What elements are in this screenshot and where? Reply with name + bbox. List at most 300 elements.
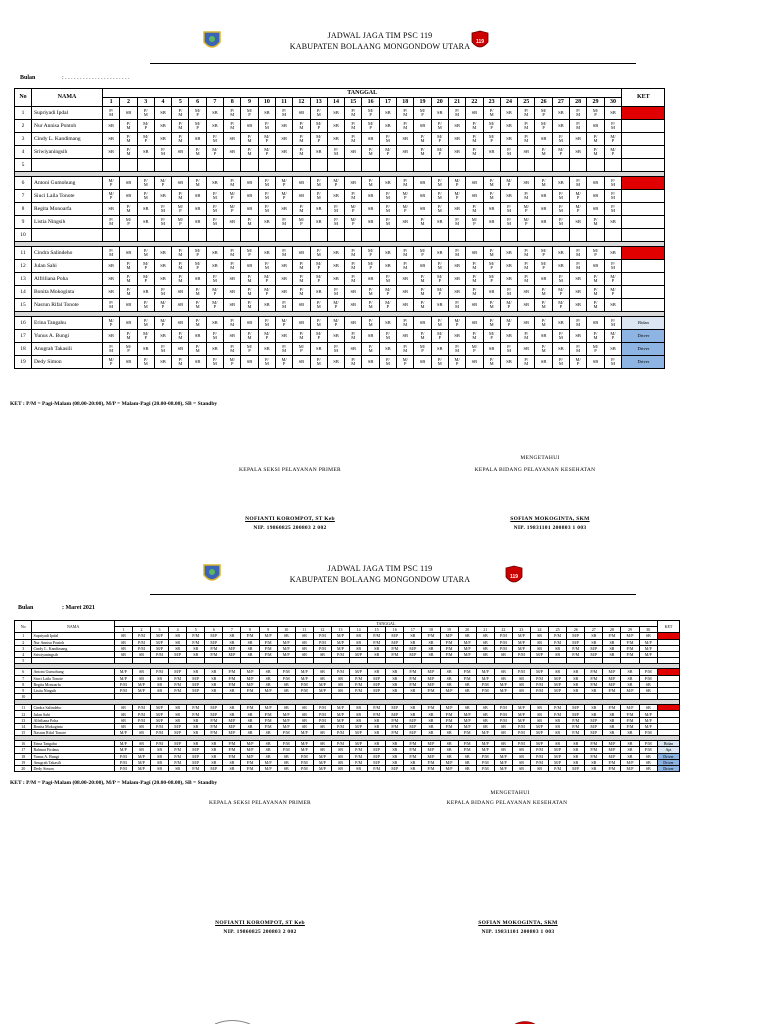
- shift-cell: P/M: [295, 681, 313, 687]
- shift-cell: M/P: [639, 645, 657, 651]
- day-number: 13: [331, 627, 349, 633]
- shift-cell: P/M: [259, 651, 277, 657]
- shift-cell: M/P: [187, 759, 205, 765]
- shift-cell: SB: [295, 705, 313, 711]
- shift-cell: SB: [103, 133, 120, 146]
- shift-cell: P/M: [277, 669, 295, 675]
- shift-cell: SB: [567, 759, 585, 765]
- row-name: Yunus A. Bungi: [32, 753, 114, 759]
- shift-cell: SB: [397, 133, 414, 146]
- shift-cell: SB: [585, 633, 603, 639]
- shift-cell: SB: [386, 687, 404, 693]
- shift-cell: M/P: [241, 753, 259, 759]
- shift-cell: P/ M: [362, 343, 379, 356]
- row-name: Cindra Salindeho: [32, 705, 114, 711]
- row-ket: Leader: [657, 633, 679, 639]
- sign-right-nip: NIP. 19831101 200803 1 003: [513, 525, 587, 531]
- shift-cell: P/ M: [570, 107, 587, 120]
- shift-cell: P/ M: [327, 203, 344, 216]
- shift-cell: M/P: [404, 645, 422, 651]
- shift-cell: M/P: [259, 705, 277, 711]
- shift-cell: M/P: [259, 687, 277, 693]
- shift-cell: M/P: [639, 717, 657, 723]
- shift-cell: SB: [458, 633, 476, 639]
- shift-cell: M/P: [530, 723, 548, 729]
- shift-cell: SB: [483, 203, 500, 216]
- shift-cell: SB: [114, 633, 132, 639]
- shift-cell: M/ P: [189, 260, 206, 273]
- shift-cell: SB: [350, 717, 368, 723]
- shift-cell: P/M: [386, 730, 404, 736]
- shift-cell: P/M: [585, 675, 603, 681]
- row-number: 20: [15, 765, 32, 771]
- shift-cell: P/M: [331, 741, 349, 747]
- shift-cell: P/ M: [310, 356, 327, 369]
- shift-cell: SB: [206, 177, 223, 190]
- shift-cell: M/P: [277, 651, 295, 657]
- shift-cell: M/P: [295, 669, 313, 675]
- shift-cell: SB: [414, 260, 431, 273]
- shift-cell: P/M: [585, 681, 603, 687]
- shift-cell: SB: [621, 747, 639, 753]
- shift-cell: M/ P: [483, 273, 500, 286]
- shift-cell: P/M: [187, 705, 205, 711]
- row-number: 11: [15, 247, 32, 260]
- shift-cell: P/M: [494, 633, 512, 639]
- shift-cell: SB: [494, 675, 512, 681]
- shift-cell: P/M: [404, 669, 422, 675]
- shift-cell: SB: [466, 177, 483, 190]
- shift-cell: SB: [448, 146, 465, 159]
- shift-cell: M/ P: [241, 343, 258, 356]
- shift-cell: P/ M: [206, 203, 223, 216]
- shift-cell: P/M: [512, 730, 530, 736]
- shift-cell: SB: [293, 177, 310, 190]
- shift-cell: P/ M: [310, 299, 327, 312]
- shift-cell: SB: [379, 177, 396, 190]
- shift-cell: SB: [169, 633, 187, 639]
- shift-cell: P/ M: [137, 177, 154, 190]
- shift-cell: M/P: [585, 717, 603, 723]
- shift-cell: P/ M: [552, 216, 569, 229]
- shift-cell: SB: [440, 747, 458, 753]
- shift-cell: M/P: [151, 717, 169, 723]
- row-number: 13: [15, 273, 32, 286]
- day-number: 16: [362, 98, 379, 107]
- bulan-label: Bulan: [20, 75, 36, 81]
- shift-cell: M/P: [458, 711, 476, 717]
- shift-cell: M/P: [549, 687, 567, 693]
- shift-cell: SB: [187, 723, 205, 729]
- shift-cell: M/P: [331, 633, 349, 639]
- shift-cell: P/ M: [224, 343, 241, 356]
- shift-cell: P/M: [241, 759, 259, 765]
- shift-cell: M/ P: [258, 146, 275, 159]
- bulan-value: : Maret 2021: [62, 605, 95, 611]
- shift-cell: SB: [172, 343, 189, 356]
- shift-cell: SB: [293, 299, 310, 312]
- day-number: 1: [103, 98, 120, 107]
- shift-cell: M/P: [530, 669, 548, 675]
- shift-cell: P/M: [223, 675, 241, 681]
- shift-cell: M/ P: [604, 330, 622, 343]
- shift-cell: M/P: [585, 723, 603, 729]
- shift-cell: P/M: [386, 717, 404, 723]
- shift-cell: M/P: [476, 675, 494, 681]
- shift-cell: SB: [567, 747, 585, 753]
- shift-cell: P/M: [386, 723, 404, 729]
- shift-cell: M/P: [512, 645, 530, 651]
- shift-cell: SB: [331, 681, 349, 687]
- shift-cell: M/P: [277, 711, 295, 717]
- shift-cell: P/ M: [483, 107, 500, 120]
- shift-cell: P/ M: [293, 330, 310, 343]
- row-name: Bonita Mokoginta: [32, 286, 103, 299]
- sign-left-title: KEPALA SEKSI PELAYANAN PRIMER: [239, 467, 341, 473]
- shift-cell: SB: [466, 356, 483, 369]
- shift-cell: P/ M: [604, 190, 622, 203]
- shift-cell: SB: [397, 273, 414, 286]
- shift-cell: M/ P: [414, 247, 431, 260]
- shift-cell: M/P: [386, 705, 404, 711]
- shift-cell: M/ P: [535, 107, 552, 120]
- shift-cell: SB: [414, 120, 431, 133]
- shift-cell: M/P: [350, 723, 368, 729]
- shift-cell: SB: [172, 317, 189, 330]
- shift-cell: M/P: [187, 747, 205, 753]
- shift-cell: M/P: [386, 711, 404, 717]
- shift-cell: M/P: [603, 675, 621, 681]
- shift-cell: SB: [114, 723, 132, 729]
- shift-cell: SB: [189, 216, 206, 229]
- header-ket: KET: [622, 89, 665, 107]
- day-number: 17: [379, 98, 396, 107]
- shift-cell: M/P: [603, 669, 621, 675]
- row-name: Listia Ningsih: [32, 687, 114, 693]
- shift-cell: M/P: [331, 711, 349, 717]
- day-number: 20: [458, 627, 476, 633]
- shift-cell: SB: [362, 133, 379, 146]
- shift-cell: SB: [259, 730, 277, 736]
- shift-cell: SB: [458, 759, 476, 765]
- shift-cell: SB: [422, 651, 440, 657]
- shift-cell: SB: [206, 317, 223, 330]
- shift-cell: SB: [205, 669, 223, 675]
- shift-cell: P/M: [205, 645, 223, 651]
- row-name: Nasrun Rifal Tonote: [32, 299, 103, 312]
- shift-cell: SB: [587, 317, 604, 330]
- shift-cell: P/ M: [241, 330, 258, 343]
- row-ket: Apt: [657, 747, 679, 753]
- shift-cell: P/ M: [172, 260, 189, 273]
- shift-cell: P/ M: [414, 286, 431, 299]
- shift-cell: SB: [448, 286, 465, 299]
- shift-cell: M/P: [476, 730, 494, 736]
- shift-cell: M/P: [169, 741, 187, 747]
- shift-cell: P/ M: [535, 343, 552, 356]
- shift-cell: P/ M: [483, 190, 500, 203]
- shift-cell: M/P: [132, 681, 150, 687]
- day-number: 9: [259, 627, 277, 633]
- shift-cell: SB: [414, 317, 431, 330]
- shift-cell: SB: [587, 203, 604, 216]
- day-number: 22: [466, 98, 483, 107]
- shift-cell: M/P: [603, 747, 621, 753]
- shift-cell: SB: [368, 730, 386, 736]
- shift-cell: M/ P: [362, 120, 379, 133]
- row-number: 19: [15, 759, 32, 765]
- title-divider: [150, 594, 636, 595]
- shift-cell: P/ M: [120, 146, 137, 159]
- sign-right-name: SOFIAN MOKOGINTA, SKM: [478, 920, 558, 926]
- shift-cell: M/P: [205, 639, 223, 645]
- shift-cell: P/M: [169, 675, 187, 681]
- shift-cell: SB: [327, 330, 344, 343]
- shift-cell: M/P: [241, 741, 259, 747]
- shift-cell: M/P: [603, 753, 621, 759]
- shift-cell: SB: [552, 177, 569, 190]
- shift-cell: M/P: [151, 633, 169, 639]
- row-name: Yunus A. Bungi: [32, 330, 103, 343]
- legend-text: KET : P/M = Pagi-Malam (08.00-20:00), M/P = Malam-Pagi (20.00-08.00), SB = Standby: [10, 780, 218, 786]
- shift-cell: M/ P: [120, 216, 137, 229]
- row-name: Antoni Gumohung: [32, 177, 103, 190]
- shift-cell: P/M: [241, 765, 259, 771]
- day-number: 28: [603, 627, 621, 633]
- shift-cell: SB: [172, 286, 189, 299]
- shift-cell: M/P: [350, 730, 368, 736]
- shift-cell: P/ M: [500, 146, 517, 159]
- shift-cell: SB: [604, 343, 622, 356]
- row-number: 8: [15, 681, 32, 687]
- shift-cell: SB: [327, 356, 344, 369]
- shift-cell: SB: [313, 747, 331, 753]
- shift-cell: P/M: [386, 645, 404, 651]
- shift-cell: SB: [275, 203, 292, 216]
- shift-cell: M/P: [114, 730, 132, 736]
- shift-cell: SB: [549, 669, 567, 675]
- shift-cell: SB: [500, 247, 517, 260]
- shift-cell: SB: [350, 711, 368, 717]
- shift-cell: P/ M: [466, 120, 483, 133]
- district-logo-icon: [202, 563, 222, 585]
- shift-cell: SB: [368, 669, 386, 675]
- shift-cell: M/P: [621, 765, 639, 771]
- shift-cell: P/ M: [397, 247, 414, 260]
- shift-cell: M/ P: [189, 120, 206, 133]
- shift-cell: SB: [259, 753, 277, 759]
- shift-cell: P/ M: [604, 203, 622, 216]
- shift-cell: P/M: [404, 675, 422, 681]
- shift-cell: SB: [293, 247, 310, 260]
- shift-cell: SB: [327, 133, 344, 146]
- shift-cell: SB: [570, 286, 587, 299]
- shift-cell: P/ M: [604, 260, 622, 273]
- shift-cell: M/ P: [103, 356, 120, 369]
- shift-cell: SB: [241, 120, 258, 133]
- shift-cell: M/P: [151, 645, 169, 651]
- shift-cell: SB: [223, 639, 241, 645]
- shift-cell: P/ M: [379, 330, 396, 343]
- shift-cell: P/M: [476, 681, 494, 687]
- sheet-title: [230, 563, 530, 585]
- row-number: 4: [15, 651, 32, 657]
- shift-cell: SB: [154, 260, 171, 273]
- shift-cell: SB: [552, 317, 569, 330]
- row-name: Cindy L. Kandimang: [32, 645, 114, 651]
- shift-cell: SB: [327, 120, 344, 133]
- shift-cell: M/P: [259, 765, 277, 771]
- shift-cell: M/ P: [154, 299, 171, 312]
- shift-cell: P/M: [567, 651, 585, 657]
- shift-cell: SB: [293, 190, 310, 203]
- sign-right-top: MENGETAHUI: [520, 455, 560, 461]
- row-ket: Driver: [622, 356, 665, 369]
- shift-cell: SB: [103, 203, 120, 216]
- row-name: Supriyadi Ipdal: [32, 633, 114, 639]
- shift-cell: P/M: [132, 639, 150, 645]
- shift-cell: P/ M: [604, 356, 622, 369]
- shift-cell: P/M: [512, 723, 530, 729]
- shift-cell: P/ M: [570, 247, 587, 260]
- shift-cell: SB: [120, 177, 137, 190]
- shift-cell: SB: [310, 203, 327, 216]
- shift-cell: M/ P: [414, 107, 431, 120]
- shift-cell: SB: [639, 759, 657, 765]
- shift-cell: SB: [431, 247, 448, 260]
- shift-cell: SB: [187, 651, 205, 657]
- shift-cell: P/ M: [293, 120, 310, 133]
- shift-cell: M/ P: [587, 343, 604, 356]
- shift-cell: SB: [518, 343, 535, 356]
- shift-cell: P/ M: [154, 216, 171, 229]
- row-ket: Leader: [657, 669, 679, 675]
- shift-cell: SB: [154, 190, 171, 203]
- shift-cell: SB: [458, 681, 476, 687]
- shift-cell: M/P: [368, 759, 386, 765]
- shift-cell: SB: [639, 705, 657, 711]
- shift-cell: P/ M: [379, 133, 396, 146]
- shift-cell: SB: [422, 639, 440, 645]
- shift-cell: SB: [241, 356, 258, 369]
- shift-cell: P/ M: [293, 133, 310, 146]
- day-number: 16: [386, 627, 404, 633]
- shift-cell: M/P: [223, 717, 241, 723]
- shift-cell: M/ P: [570, 190, 587, 203]
- shift-cell: M/ P: [172, 203, 189, 216]
- shift-cell: M/ P: [379, 286, 396, 299]
- shift-cell: P/M: [476, 687, 494, 693]
- shift-cell: P/ M: [120, 330, 137, 343]
- shift-cell: M/ P: [431, 133, 448, 146]
- shift-cell: SB: [567, 669, 585, 675]
- shift-cell: SB: [205, 759, 223, 765]
- shift-cell: SB: [603, 639, 621, 645]
- shift-cell: SB: [379, 343, 396, 356]
- shift-cell: M/P: [404, 717, 422, 723]
- row-name: Dedy Simon: [32, 765, 114, 771]
- shift-cell: SB: [570, 133, 587, 146]
- row-number: 17: [15, 747, 32, 753]
- shift-cell: SB: [103, 330, 120, 343]
- shift-cell: M/P: [458, 639, 476, 645]
- row-ket: Bidan: [622, 317, 665, 330]
- day-number: 19: [440, 627, 458, 633]
- sign-left-nip: NIP. 19860825 200803 2 002: [253, 525, 327, 531]
- day-number: 19: [414, 98, 431, 107]
- shift-cell: SB: [552, 120, 569, 133]
- shift-cell: SB: [587, 190, 604, 203]
- shift-cell: M/P: [440, 765, 458, 771]
- shift-cell: M/ P: [258, 273, 275, 286]
- row-name: Nur Annisa Pontoh: [32, 120, 103, 133]
- day-number: 10: [258, 98, 275, 107]
- shift-cell: SB: [103, 273, 120, 286]
- day-number: 1: [114, 627, 132, 633]
- table-row: [15, 765, 680, 771]
- day-number: 6: [189, 98, 206, 107]
- shift-cell: P/M: [295, 759, 313, 765]
- shift-cell: M/ P: [189, 107, 206, 120]
- shift-cell: P/M: [567, 645, 585, 651]
- shift-cell: M/P: [368, 681, 386, 687]
- shift-cell: SB: [114, 705, 132, 711]
- shift-cell: SB: [466, 299, 483, 312]
- shift-cell: SB: [103, 260, 120, 273]
- shift-cell: SB: [151, 753, 169, 759]
- shift-cell: SB: [476, 639, 494, 645]
- sign-left-name: NOFIANTI KOROMPOT, ST Keb: [215, 920, 305, 926]
- shift-cell: P/ M: [379, 203, 396, 216]
- shift-cell: SB: [224, 273, 241, 286]
- shift-cell: SB: [114, 717, 132, 723]
- shift-cell: P/M: [223, 741, 241, 747]
- shift-cell: M/ P: [258, 330, 275, 343]
- shift-cell: M/P: [313, 687, 331, 693]
- shift-cell: M/ P: [206, 299, 223, 312]
- shift-cell: M/P: [494, 765, 512, 771]
- row-name: Sriwiyaningsih: [32, 146, 103, 159]
- shift-cell: P/ M: [587, 330, 604, 343]
- shift-cell: P/ M: [189, 146, 206, 159]
- day-number: 11: [275, 98, 292, 107]
- row-number: 6: [15, 177, 32, 190]
- shift-cell: M/P: [585, 730, 603, 736]
- shift-cell: SB: [483, 343, 500, 356]
- shift-cell: P/M: [404, 741, 422, 747]
- shift-cell: SB: [345, 286, 362, 299]
- shift-cell: M/P: [350, 651, 368, 657]
- shift-cell: P/M: [295, 753, 313, 759]
- shift-cell: M/P: [549, 753, 567, 759]
- shift-cell: M/P: [476, 669, 494, 675]
- shift-cell: P/ M: [466, 330, 483, 343]
- shift-cell: P/M: [639, 730, 657, 736]
- shift-cell: P/ M: [345, 356, 362, 369]
- shift-cell: SB: [585, 765, 603, 771]
- shift-cell: P/M: [549, 711, 567, 717]
- legend-text: KET : P/M = Pagi-Malam (08.00-20:00), M/P = Malam-Pagi (20.00-08.00), SB = Standby: [10, 401, 218, 407]
- row-number: 5: [15, 159, 32, 172]
- shift-cell: P/ M: [379, 273, 396, 286]
- shift-cell: P/M: [603, 687, 621, 693]
- shift-cell: SB: [154, 133, 171, 146]
- shift-cell: P/M: [621, 723, 639, 729]
- shift-cell: SB: [295, 711, 313, 717]
- shift-cell: SB: [275, 133, 292, 146]
- day-number: 26: [567, 627, 585, 633]
- shift-cell: P/M: [458, 741, 476, 747]
